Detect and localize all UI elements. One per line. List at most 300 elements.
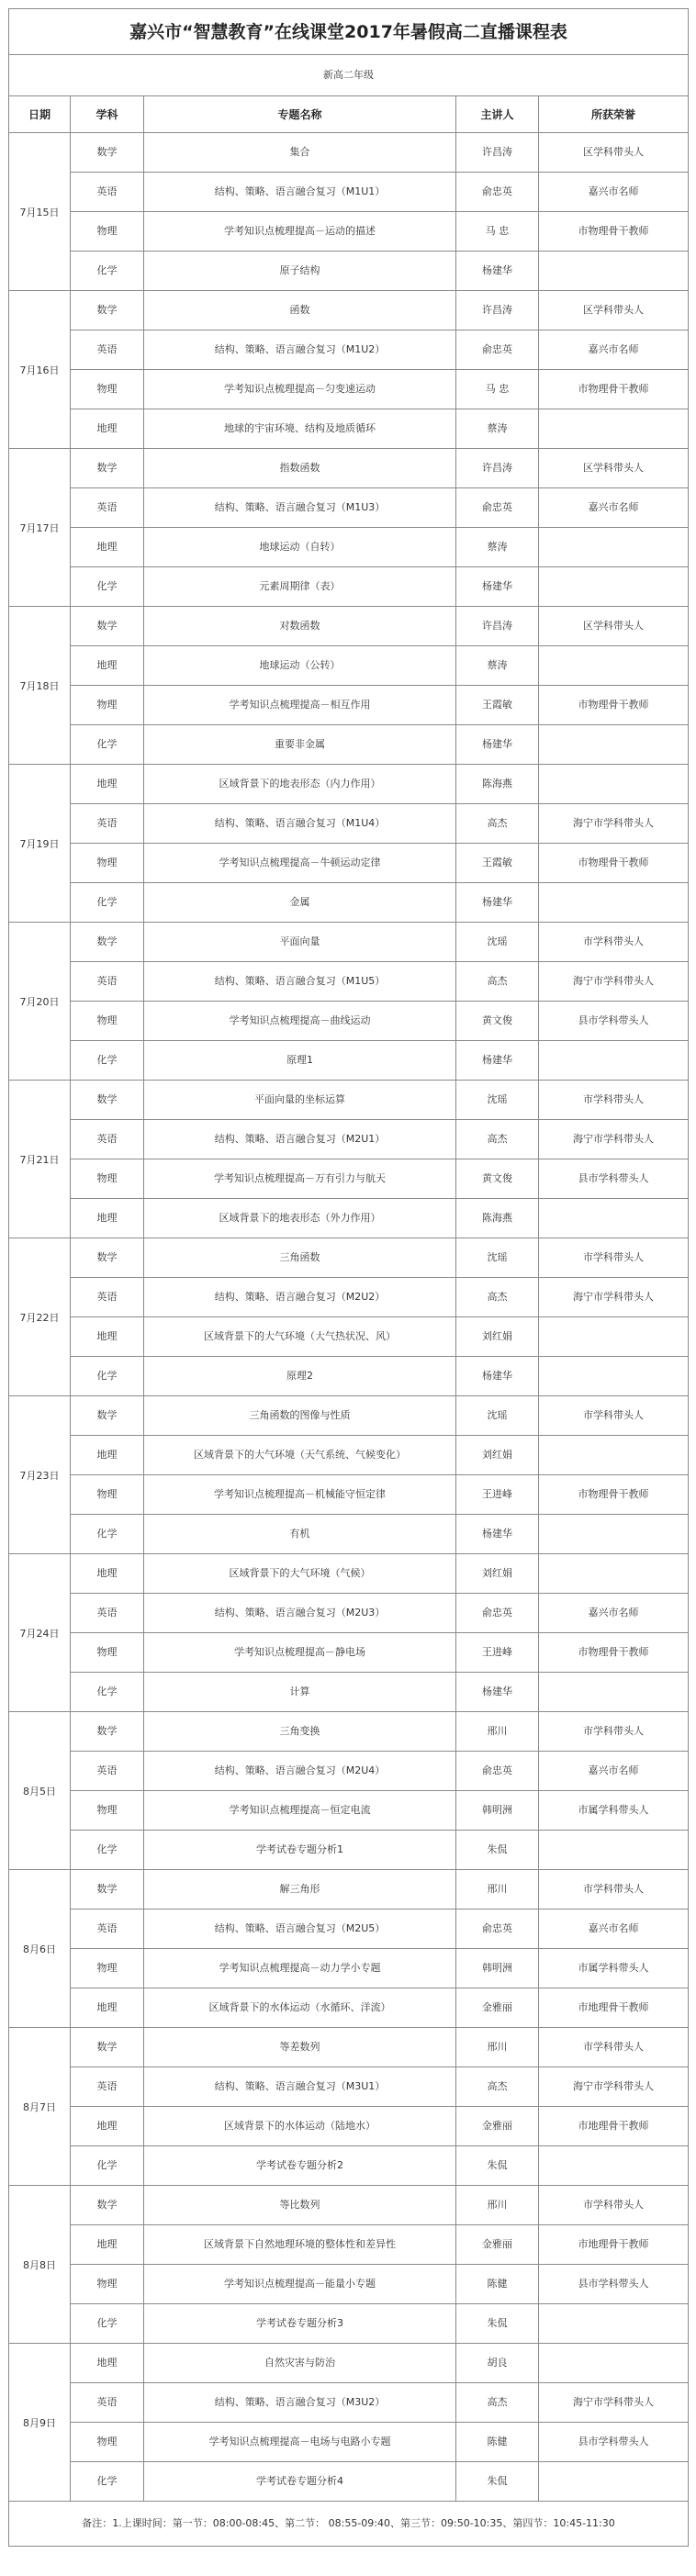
teacher-cell: 沈瑶	[456, 1396, 539, 1435]
teacher-cell: 许昌涛	[456, 607, 539, 645]
teacher-cell: 王霞敏	[456, 844, 539, 882]
teacher-cell: 杨建华	[456, 1673, 539, 1711]
teacher-cell: 邢川	[456, 2028, 539, 2066]
table-row	[71, 686, 689, 725]
teacher-cell: 杨建华	[456, 1041, 539, 1080]
topic-cell: 学考试卷专题分析2	[144, 2146, 456, 2185]
table-row	[71, 2383, 689, 2423]
day-groups	[9, 133, 689, 2502]
subject-cell: 化学	[71, 725, 144, 764]
topic-cell: 区域背景下的大气环境（气候）	[144, 1554, 456, 1593]
teacher-cell: 杨建华	[456, 567, 539, 606]
topic-cell: 三角函数的图像与性质	[144, 1396, 456, 1435]
table-row	[71, 725, 689, 764]
topic-cell: 学考知识点梳理提高－牛顿运动定律	[144, 844, 456, 882]
subject-cell: 地理	[71, 1988, 144, 2027]
subject-cell: 化学	[71, 2304, 144, 2343]
teacher-cell: 许昌涛	[456, 449, 539, 487]
honor-cell	[539, 409, 689, 448]
topic-cell: 区域背景下的大气环境（大气热状况、风）	[144, 1317, 456, 1356]
lesson-rows	[71, 1870, 689, 2027]
header-teacher: 主讲人	[456, 96, 539, 132]
lesson-rows	[71, 765, 689, 922]
teacher-cell: 杨建华	[456, 883, 539, 922]
honor-cell: 嘉兴市名师	[539, 1910, 689, 1948]
table-row	[71, 330, 689, 370]
subject-cell: 地理	[71, 765, 144, 803]
honor-cell: 县市学科带头人	[539, 2423, 689, 2461]
teacher-cell: 俞忠英	[456, 488, 539, 527]
teacher-cell: 韩明洲	[456, 1949, 539, 1988]
table-row	[71, 1554, 689, 1594]
teacher-cell: 蔡涛	[456, 409, 539, 448]
topic-cell: 原子结构	[144, 252, 456, 290]
table-row	[71, 1357, 689, 1395]
honor-cell	[539, 1317, 689, 1356]
honor-cell	[539, 2462, 689, 2501]
topic-cell: 区域背景下的水体运动（水循环、洋流）	[144, 1988, 456, 2027]
subject-cell: 物理	[71, 1159, 144, 1198]
teacher-cell: 刘红娟	[456, 1317, 539, 1356]
date-cell: 7月23日	[9, 1396, 71, 1553]
teacher-cell: 朱侃	[456, 2304, 539, 2343]
lesson-rows	[71, 1396, 689, 1553]
honor-cell: 市学科带头人	[539, 1870, 689, 1909]
subject-cell: 数学	[71, 1396, 144, 1435]
honor-cell: 区学科带头人	[539, 133, 689, 172]
table-row	[71, 1712, 689, 1752]
teacher-cell: 俞忠英	[456, 173, 539, 211]
teacher-cell: 朱侃	[456, 1831, 539, 1869]
subject-cell: 英语	[71, 962, 144, 1001]
subject-cell: 地理	[71, 528, 144, 566]
teacher-cell: 高杰	[456, 2383, 539, 2422]
subtitle-row	[9, 55, 689, 96]
honor-cell: 县市学科带头人	[539, 2265, 689, 2303]
subject-cell: 英语	[71, 1278, 144, 1316]
topic-cell: 学考试卷专题分析1	[144, 1831, 456, 1869]
honor-cell: 海宁市学科带头人	[539, 962, 689, 1001]
table-row	[71, 409, 689, 448]
lesson-rows	[71, 1081, 689, 1238]
table-row	[71, 1002, 689, 1041]
topic-cell: 结构、策略、语言融合复习（M3U1）	[144, 2067, 456, 2106]
honor-cell: 市物理骨干教师	[539, 686, 689, 724]
table-row	[71, 1396, 689, 1436]
table-row	[71, 2265, 689, 2304]
honor-cell: 市学科带头人	[539, 2186, 689, 2224]
teacher-cell: 陈海燕	[456, 1199, 539, 1238]
table-row	[71, 1870, 689, 1910]
topic-cell: 区域背景下的大气环境（天气系统、气候变化）	[144, 1436, 456, 1474]
day-group	[9, 449, 689, 607]
honor-cell: 海宁市学科带头人	[539, 804, 689, 843]
subject-cell: 化学	[71, 1357, 144, 1395]
header-topic: 专题名称	[144, 96, 456, 132]
topic-cell: 区域背景下自然地理环境的整体性和差异性	[144, 2225, 456, 2264]
honor-cell	[539, 1357, 689, 1395]
subject-cell: 地理	[71, 1199, 144, 1238]
honor-cell: 县市学科带头人	[539, 1002, 689, 1040]
table-row	[71, 1791, 689, 1831]
topic-cell: 地球运动（自转）	[144, 528, 456, 566]
teacher-cell: 沈瑶	[456, 1238, 539, 1277]
honor-cell	[539, 1041, 689, 1080]
subject-cell: 地理	[71, 2344, 144, 2382]
subject-cell: 数学	[71, 1238, 144, 1277]
subject-cell: 化学	[71, 2146, 144, 2185]
date-cell: 7月16日	[9, 291, 71, 448]
subject-cell: 英语	[71, 1594, 144, 1632]
header-date: 日期	[9, 96, 71, 132]
date-cell: 7月24日	[9, 1554, 71, 1711]
teacher-cell: 沈瑶	[456, 923, 539, 961]
subject-cell: 地理	[71, 409, 144, 448]
teacher-cell: 杨建华	[456, 1515, 539, 1553]
honor-cell	[539, 1199, 689, 1238]
teacher-cell: 胡良	[456, 2344, 539, 2382]
topic-cell: 自然灾害与防治	[144, 2344, 456, 2382]
table-row	[71, 1159, 689, 1199]
honor-cell: 嘉兴市名师	[539, 173, 689, 211]
subject-cell: 地理	[71, 1554, 144, 1593]
topic-cell: 结构、策略、语言融合复习（M2U5）	[144, 1910, 456, 1948]
table-row	[71, 252, 689, 290]
subject-cell: 地理	[71, 646, 144, 685]
subject-cell: 物理	[71, 212, 144, 251]
subject-cell: 数学	[71, 133, 144, 172]
lesson-rows	[71, 923, 689, 1080]
teacher-cell: 高杰	[456, 1278, 539, 1316]
footnote: 备注：1.上课时间：第一节：08:00-08:45、第二节： 08:55-09:40、第三节：09:50-10:35、第四节：10:45-11:30	[9, 2502, 689, 2546]
table-row	[71, 528, 689, 567]
date-cell: 8月7日	[9, 2028, 71, 2185]
teacher-cell: 朱侃	[456, 2146, 539, 2185]
table-row	[71, 646, 689, 686]
honor-cell: 嘉兴市名师	[539, 330, 689, 369]
teacher-cell: 王进峰	[456, 1633, 539, 1672]
page-title: 嘉兴市“智慧教育”在线课堂2017年暑假高二直播课程表	[9, 9, 689, 54]
honor-cell	[539, 2146, 689, 2185]
subject-cell: 化学	[71, 883, 144, 922]
topic-cell: 指数函数	[144, 449, 456, 487]
honor-cell: 市物理骨干教师	[539, 212, 689, 251]
honor-cell	[539, 528, 689, 566]
table-row	[71, 370, 689, 409]
honor-cell: 市地理骨干教师	[539, 1988, 689, 2027]
topic-cell: 学考知识点梳理提高－电场与电路小专题	[144, 2423, 456, 2461]
honor-cell: 市地理骨干教师	[539, 2107, 689, 2145]
teacher-cell: 邢川	[456, 1870, 539, 1909]
subject-cell: 物理	[71, 686, 144, 724]
lesson-rows	[71, 1238, 689, 1395]
date-cell: 7月17日	[9, 449, 71, 606]
honor-cell: 市学科带头人	[539, 1712, 689, 1751]
honor-cell: 市学科带头人	[539, 1396, 689, 1435]
topic-cell: 学考知识点梳理提高－静电场	[144, 1633, 456, 1672]
honor-cell	[539, 2304, 689, 2343]
subject-cell: 物理	[71, 1475, 144, 1514]
teacher-cell: 陈健	[456, 2265, 539, 2303]
honor-cell: 区学科带头人	[539, 607, 689, 645]
honor-cell: 市物理骨干教师	[539, 370, 689, 409]
subject-cell: 化学	[71, 1673, 144, 1711]
teacher-cell: 沈瑶	[456, 1081, 539, 1119]
topic-cell: 三角函数	[144, 1238, 456, 1277]
topic-cell: 金属	[144, 883, 456, 922]
teacher-cell: 高杰	[456, 804, 539, 843]
table-row	[71, 1081, 689, 1120]
teacher-cell: 王霞敏	[456, 686, 539, 724]
honor-cell: 市属学科带头人	[539, 1949, 689, 1988]
date-cell: 7月15日	[9, 133, 71, 290]
day-group	[9, 765, 689, 923]
topic-cell: 结构、策略、语言融合复习（M1U4）	[144, 804, 456, 843]
subject-cell: 数学	[71, 1081, 144, 1119]
subject-cell: 英语	[71, 1752, 144, 1790]
table-row	[71, 1436, 689, 1475]
table-row	[71, 1317, 689, 1357]
subject-cell: 化学	[71, 1515, 144, 1553]
subject-cell: 数学	[71, 291, 144, 330]
honor-cell	[539, 2344, 689, 2382]
day-group	[9, 2186, 689, 2344]
table-row	[71, 1475, 689, 1515]
table-row	[71, 488, 689, 528]
grade-label: 新高二年级	[9, 55, 689, 95]
teacher-cell: 杨建华	[456, 1357, 539, 1395]
teacher-cell: 马 忠	[456, 212, 539, 251]
teacher-cell: 韩明洲	[456, 1791, 539, 1830]
teacher-cell: 黄文俊	[456, 1159, 539, 1198]
lesson-rows	[71, 133, 689, 290]
date-cell: 7月20日	[9, 923, 71, 1080]
topic-cell: 学考知识点梳理提高－恒定电流	[144, 1791, 456, 1830]
honor-cell: 市学科带头人	[539, 2028, 689, 2066]
date-cell: 8月6日	[9, 1870, 71, 2027]
topic-cell: 等比数列	[144, 2186, 456, 2224]
table-row	[71, 291, 689, 330]
lesson-rows	[71, 2028, 689, 2185]
subject-cell: 英语	[71, 2067, 144, 2106]
honor-cell: 嘉兴市名师	[539, 1594, 689, 1632]
topic-cell: 等差数列	[144, 2028, 456, 2066]
subject-cell: 物理	[71, 2265, 144, 2303]
table-row	[71, 1752, 689, 1791]
lesson-rows	[71, 607, 689, 764]
day-group	[9, 2028, 689, 2186]
lesson-rows	[71, 1554, 689, 1711]
subject-cell: 数学	[71, 923, 144, 961]
teacher-cell: 许昌涛	[456, 133, 539, 172]
honor-cell	[539, 1554, 689, 1593]
subject-cell: 数学	[71, 2186, 144, 2224]
topic-cell: 结构、策略、语言融合复习（M2U2）	[144, 1278, 456, 1316]
honor-cell: 市学科带头人	[539, 923, 689, 961]
subject-cell: 化学	[71, 1041, 144, 1080]
topic-cell: 学考知识点梳理提高－能量小专题	[144, 2265, 456, 2303]
topic-cell: 学考试卷专题分析3	[144, 2304, 456, 2343]
day-group	[9, 1238, 689, 1396]
honor-cell: 嘉兴市名师	[539, 488, 689, 527]
honor-cell: 区学科带头人	[539, 291, 689, 330]
topic-cell: 原理2	[144, 1357, 456, 1395]
lesson-rows	[71, 449, 689, 606]
table-row	[71, 133, 689, 173]
teacher-cell: 马 忠	[456, 370, 539, 409]
day-group	[9, 1870, 689, 2028]
table-row	[71, 2186, 689, 2225]
subject-cell: 数学	[71, 449, 144, 487]
subject-cell: 数学	[71, 2028, 144, 2066]
header-honor: 所获荣誉	[539, 96, 689, 132]
honor-cell: 市学科带头人	[539, 1081, 689, 1119]
topic-cell: 结构、策略、语言融合复习（M1U3）	[144, 488, 456, 527]
table-row	[71, 1633, 689, 1673]
topic-cell: 集合	[144, 133, 456, 172]
honor-cell	[539, 252, 689, 290]
honor-cell	[539, 1673, 689, 1711]
subject-cell: 物理	[71, 844, 144, 882]
table-row	[71, 567, 689, 606]
topic-cell: 结构、策略、语言融合复习（M1U5）	[144, 962, 456, 1001]
subject-cell: 物理	[71, 370, 144, 409]
subject-cell: 英语	[71, 1910, 144, 1948]
table-row	[71, 2344, 689, 2383]
teacher-cell: 俞忠英	[456, 1910, 539, 1948]
topic-cell: 区域背景下的水体运动（陆地水）	[144, 2107, 456, 2145]
day-group	[9, 1081, 689, 1238]
topic-cell: 解三角形	[144, 1870, 456, 1909]
teacher-cell: 刘红娟	[456, 1436, 539, 1474]
date-cell: 7月18日	[9, 607, 71, 764]
teacher-cell: 俞忠英	[456, 330, 539, 369]
subject-cell: 化学	[71, 2462, 144, 2501]
topic-cell: 三角变换	[144, 1712, 456, 1751]
topic-cell: 学考试卷专题分析4	[144, 2462, 456, 2501]
topic-cell: 重要非金属	[144, 725, 456, 764]
subject-cell: 物理	[71, 1949, 144, 1988]
table-row	[71, 1041, 689, 1080]
teacher-cell: 陈海燕	[456, 765, 539, 803]
honor-cell: 海宁市学科带头人	[539, 2067, 689, 2106]
table-row	[71, 1278, 689, 1317]
subject-cell: 物理	[71, 1791, 144, 1830]
teacher-cell: 刘红娟	[456, 1554, 539, 1593]
teacher-cell: 高杰	[456, 1120, 539, 1159]
table-row	[71, 2107, 689, 2146]
topic-cell: 结构、策略、语言融合复习（M1U2）	[144, 330, 456, 369]
table-row	[71, 173, 689, 212]
subject-cell: 地理	[71, 1317, 144, 1356]
honor-cell: 市物理骨干教师	[539, 844, 689, 882]
day-group	[9, 1712, 689, 1870]
lesson-rows	[71, 1712, 689, 1869]
table-row	[71, 962, 689, 1002]
table-row	[71, 2423, 689, 2462]
day-group	[9, 1554, 689, 1712]
teacher-cell: 陈健	[456, 2423, 539, 2461]
table-row	[71, 1910, 689, 1949]
subject-cell: 化学	[71, 1831, 144, 1869]
date-cell: 8月9日	[9, 2344, 71, 2501]
teacher-cell: 许昌涛	[456, 291, 539, 330]
subject-cell: 数学	[71, 1870, 144, 1909]
lesson-rows	[71, 2344, 689, 2501]
teacher-cell: 俞忠英	[456, 1594, 539, 1632]
date-cell: 8月8日	[9, 2186, 71, 2343]
honor-cell: 市属学科带头人	[539, 1791, 689, 1830]
table-row	[71, 607, 689, 646]
table-row	[71, 1238, 689, 1278]
subject-cell: 化学	[71, 567, 144, 606]
teacher-cell: 邢川	[456, 2186, 539, 2224]
honor-cell	[539, 1436, 689, 1474]
honor-cell	[539, 646, 689, 685]
subject-cell: 物理	[71, 2423, 144, 2461]
subject-cell: 英语	[71, 173, 144, 211]
subject-cell: 数学	[71, 607, 144, 645]
table-row	[71, 2146, 689, 2185]
day-group	[9, 607, 689, 765]
table-row	[71, 1988, 689, 2027]
teacher-cell: 俞忠英	[456, 1752, 539, 1790]
honor-cell: 县市学科带头人	[539, 1159, 689, 1198]
table-row	[71, 804, 689, 844]
topic-cell: 学考知识点梳理提高－曲线运动	[144, 1002, 456, 1040]
topic-cell: 结构、策略、语言融合复习（M2U1）	[144, 1120, 456, 1159]
table-row	[71, 923, 689, 962]
topic-cell: 结构、策略、语言融合复习（M1U1）	[144, 173, 456, 211]
table-row	[71, 1120, 689, 1159]
topic-cell: 平面向量的坐标运算	[144, 1081, 456, 1119]
teacher-cell: 金雅丽	[456, 2107, 539, 2145]
table-row	[71, 1594, 689, 1633]
footnote-row	[9, 2502, 689, 2547]
subject-cell: 化学	[71, 252, 144, 290]
honor-cell	[539, 567, 689, 606]
teacher-cell: 蔡涛	[456, 646, 539, 685]
topic-cell: 元素周期律（表）	[144, 567, 456, 606]
honor-cell: 海宁市学科带头人	[539, 1278, 689, 1316]
table-row	[71, 765, 689, 804]
subject-cell: 英语	[71, 1120, 144, 1159]
table-row	[71, 2462, 689, 2501]
topic-cell: 区域背景下的地表形态（内力作用）	[144, 765, 456, 803]
teacher-cell: 高杰	[456, 2067, 539, 2106]
topic-cell: 有机	[144, 1515, 456, 1553]
date-cell: 7月19日	[9, 765, 71, 922]
table-row	[71, 1831, 689, 1869]
honor-cell: 市物理骨干教师	[539, 1475, 689, 1514]
header-subject: 学科	[71, 96, 144, 132]
schedule-table	[8, 8, 689, 2547]
subject-cell: 地理	[71, 1436, 144, 1474]
topic-cell: 学考知识点梳理提高－匀变速运动	[144, 370, 456, 409]
table-row	[71, 1515, 689, 1553]
table-row	[71, 2304, 689, 2343]
table-row	[71, 212, 689, 252]
table-row	[71, 2067, 689, 2107]
topic-cell: 学考知识点梳理提高－动力学小专题	[144, 1949, 456, 1988]
topic-cell: 平面向量	[144, 923, 456, 961]
teacher-cell: 蔡涛	[456, 528, 539, 566]
honor-cell	[539, 765, 689, 803]
honor-cell: 海宁市学科带头人	[539, 2383, 689, 2422]
topic-cell: 结构、策略、语言融合复习（M2U4）	[144, 1752, 456, 1790]
topic-cell: 学考知识点梳理提高－万有引力与航天	[144, 1159, 456, 1198]
teacher-cell: 黄文俊	[456, 1002, 539, 1040]
